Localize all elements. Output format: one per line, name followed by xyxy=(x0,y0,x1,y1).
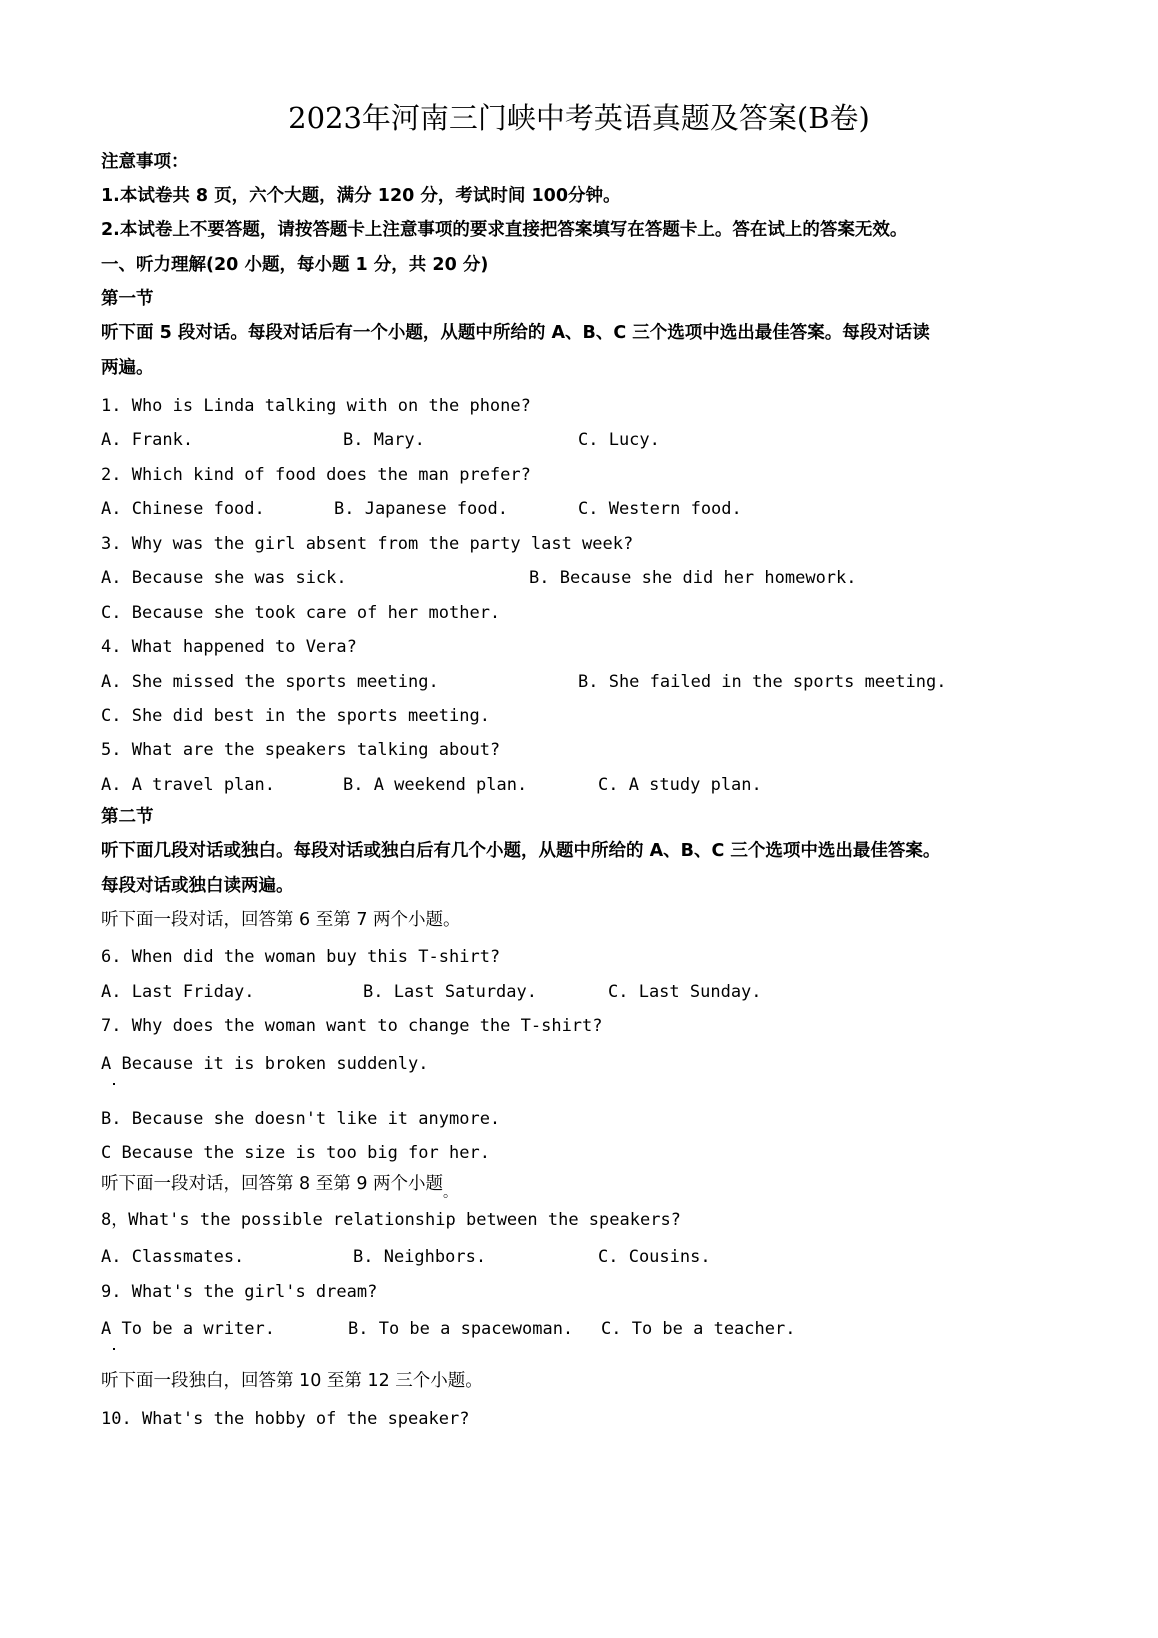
group-instruction-8-9 xyxy=(101,1172,458,1201)
section2-name: 第二节 xyxy=(101,807,154,827)
question-7-option-b: B. Because she doesn't like it anymore. xyxy=(101,1109,501,1129)
question-2-stem: 2. Which kind of food does the man prefer? xyxy=(101,465,531,485)
group-instruction-8-9-period: 。 xyxy=(443,1185,458,1201)
question-3-option-b: B. Because she did her homework. xyxy=(529,568,857,588)
question-7-option-c: C Because the size is too big for her. xyxy=(101,1143,490,1163)
question-4-stem: 4. What happened to Vera? xyxy=(101,637,357,657)
question-7-stem: 7. Why does the woman want to change the T-shirt? xyxy=(101,1016,603,1036)
question-2-option-b: B. Japanese food. xyxy=(334,499,508,519)
question-6-stem: 6. When did the woman buy this T-shirt? xyxy=(101,947,501,967)
section1-name: 第一节 xyxy=(101,289,154,309)
section2-instruction-line2: 每段对话或独白读两遍。 xyxy=(101,876,294,896)
question-9-option-b: B. To be a spacewoman. xyxy=(348,1319,574,1339)
question-10-stem: 10. What's the hobby of the speaker? xyxy=(101,1409,470,1429)
question-8-option-a: A. Classmates. xyxy=(101,1247,245,1267)
part1-title: 一、听力理解(20 小题，每小题 1 分，共 20 分) xyxy=(101,255,489,275)
question-9-option-c: C. To be a teacher. xyxy=(601,1319,796,1339)
question-5-option-b: B. A weekend plan. xyxy=(343,775,528,795)
question-5-stem: 5. What are the speakers talking about? xyxy=(101,740,501,760)
question-3-stem: 3. Why was the girl absent from the party last week? xyxy=(101,534,634,554)
question-1-option-c: C. Lucy. xyxy=(578,430,660,450)
group-instruction-6-7: 听下面一段对话，回答第 6 至第 7 两个小题。 xyxy=(101,910,461,930)
question-9-stem: 9. What's the girl's dream? xyxy=(101,1282,378,1302)
question-4-option-b: B. She failed in the sports meeting. xyxy=(578,672,947,692)
question-4-option-a: A. She missed the sports meeting. xyxy=(101,672,439,692)
notice-header: 注意事项： xyxy=(101,152,189,172)
question-8-stem: 8，What's the possible relationship between the speakers? xyxy=(101,1210,681,1230)
page-title: 2023年河南三门峡中考英语真题及答案(B卷) xyxy=(288,101,870,135)
question-3-option-c: C. Because she took care of her mother. xyxy=(101,603,501,623)
question-6-option-b: B. Last Saturday. xyxy=(363,982,537,1002)
question-8-option-b: B. Neighbors. xyxy=(353,1247,487,1267)
question-5-option-c: C. A study plan. xyxy=(598,775,762,795)
question-3-option-a: A. Because she was sick. xyxy=(101,568,347,588)
question-5-option-a: A. A travel plan. xyxy=(101,775,275,795)
group-instruction-8-9-text: 听下面一段对话，回答第 8 至第 9 两个小题 xyxy=(101,1174,444,1194)
question-4-option-c: C. She did best in the sports meeting. xyxy=(101,706,490,726)
question-2-option-c: C. Western food. xyxy=(578,499,742,519)
question-1-option-a: A. Frank. xyxy=(101,430,194,450)
question-1-stem: 1. Who is Linda talking with on the phone? xyxy=(101,396,531,416)
question-6-option-c: C. Last Sunday. xyxy=(608,982,762,1002)
section1-instruction-line1: 听下面 5 段对话。每段对话后有一个小题，从题中所给的 A、B、C 三个选项中选出最佳答案。每段对话读 xyxy=(101,323,930,343)
question-2-option-a: A. Chinese food. xyxy=(101,499,265,519)
section1-instruction-line2: 两遍。 xyxy=(101,358,154,378)
notice-item-1: 1.本试卷共 8 页，六个大题，满分 120 分，考试时间 100分钟。 xyxy=(101,186,621,206)
section2-instruction-line1: 听下面几段对话或独白。每段对话或独白后有几个小题，从题中所给的 A、B、C 三个选项中选出最佳答案。 xyxy=(101,841,941,861)
question-9-option-a: A To be a writer. xyxy=(101,1319,275,1339)
group-instruction-10-12: 听下面一段独白，回答第 10 至第 12 三个小题。 xyxy=(101,1371,483,1391)
stray-dot-mark xyxy=(113,1083,115,1085)
stray-dot-mark xyxy=(113,1348,115,1350)
notice-item-2: 2.本试卷上不要答题，请按答题卡上注意事项的要求直接把答案填写在答题卡上。答在试上的答案无效。 xyxy=(101,220,908,240)
question-1-option-b: B. Mary. xyxy=(343,430,425,450)
question-6-option-a: A. Last Friday. xyxy=(101,982,255,1002)
question-7-option-a: A Because it is broken suddenly. xyxy=(101,1054,429,1074)
question-8-option-c: C. Cousins. xyxy=(598,1247,711,1267)
